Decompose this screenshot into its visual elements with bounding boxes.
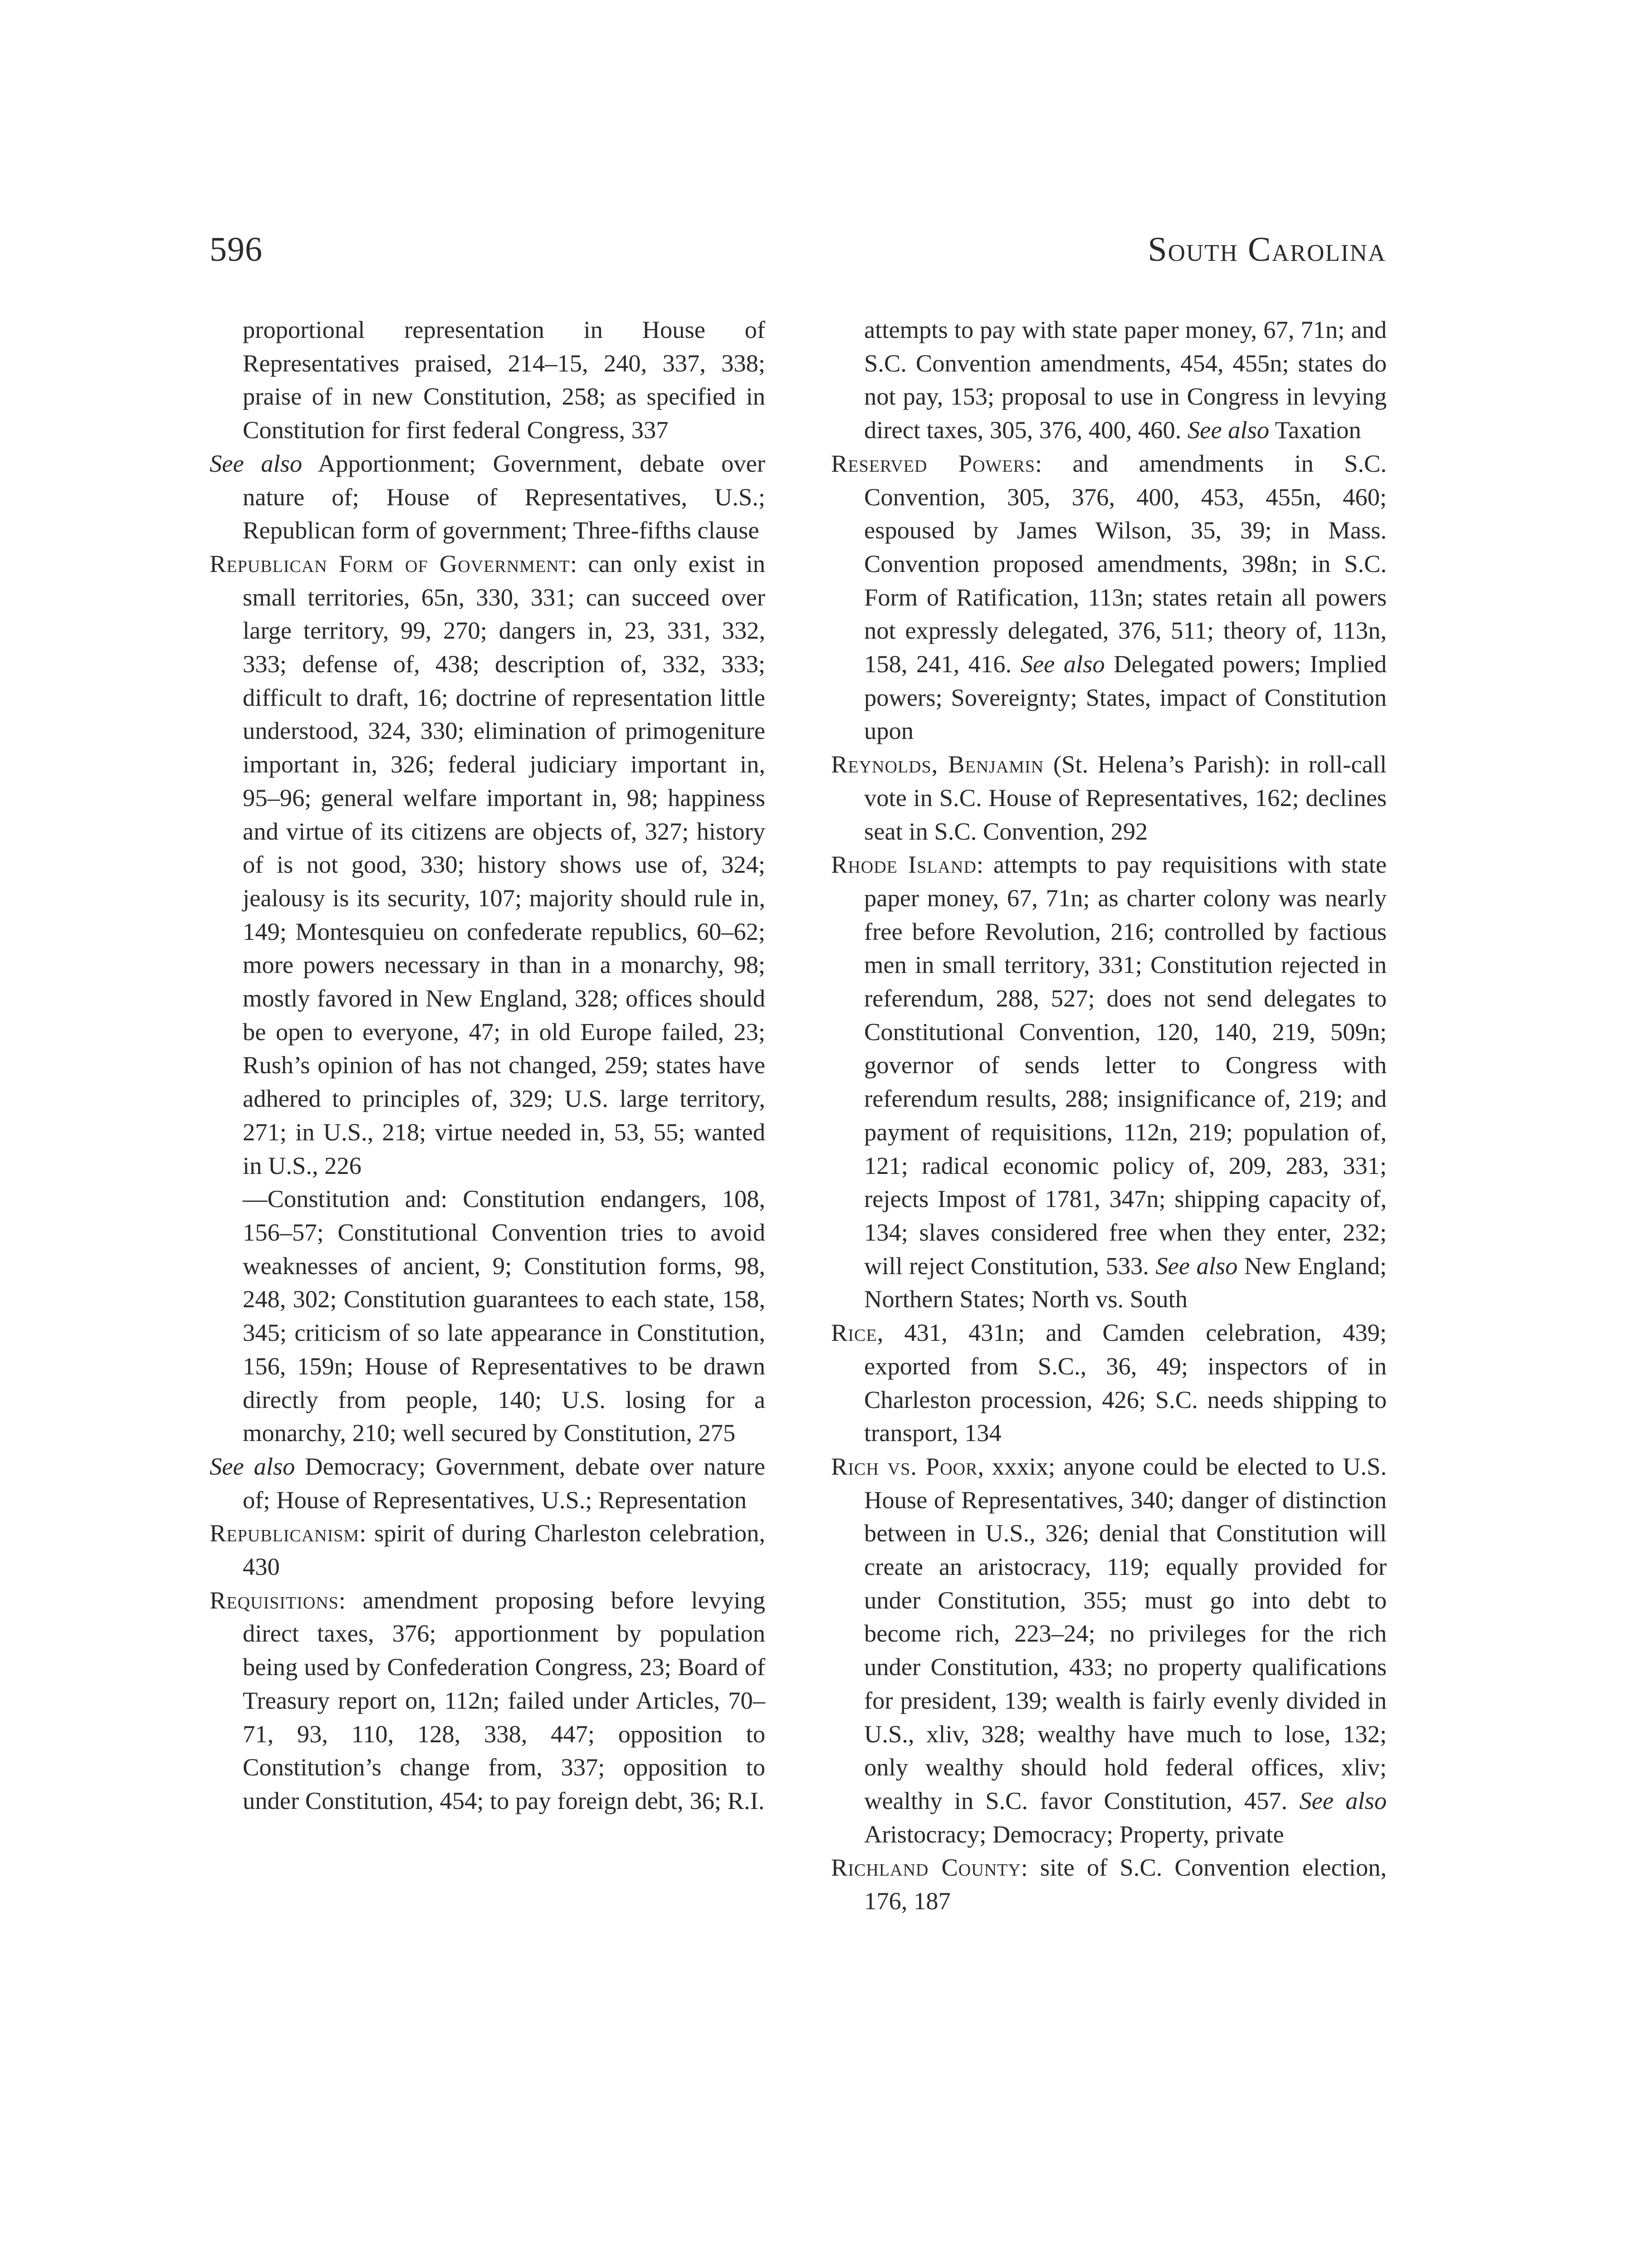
entry-heading: Republican Form of Government: [210, 549, 570, 577]
see-also-entry: [210, 447, 765, 547]
entry-text: : can only exist in small territories, 65n, 330, 331; can succeed over large territory, 99, 270; dangers in, 23, 331, 332, 333; defense of, 438; description of, 332, 333; difficult to draft, 16; doctrine of representation little understood, 324, 330; elimination of primogeniture important in, 326; federal judiciary important in, 95–96; general welfare important in, 98; happiness and virtue of its citizens are objects of, 327; history of is not good, 330; history shows use of, 324; jealousy is its security, 107; majority should rule in, 149; Montesquieu on confederate republics, 60–62; more powers necessary in than in a monarchy, 98; mostly favored in New England, 328; offices should be open to everyone, 47; in old Europe failed, 23; Rush’s opinion of has not changed, 259; states have adhered to principles of, 329; U.S. large territory, 271; in U.S., 218; virtue needed in, 53, 55; wanted in U.S., 226: [243, 549, 765, 1179]
index-entry-continuation: [831, 313, 1387, 447]
index-column-left: [210, 313, 765, 1818]
index-column-right: [831, 313, 1387, 1918]
entry-text: —Constitution and: Constitution endangers, 108, 156–57; Constitutional Convention tries to avoid weaknesses of ancient, 9; Constitution forms, 98, 248, 302; Constitution guarantees to each state, 158, 345; criticism of so late appearance in Constitution, 156, 159n; House of Representatives to be drawn directly from people, 140; U.S. losing for a monarchy, 210; well secured by Constitution, 275: [243, 1185, 765, 1447]
see-also-text: New England; Northern States; North vs. South: [864, 1251, 1387, 1313]
see-also-text: Delegated powers; Implied powers; Sovereignty; States, impact of Constitution upon: [864, 650, 1387, 745]
entry-text: : site of S.C. Convention election, 176, 187: [864, 1853, 1387, 1915]
see-also-label: See also: [1187, 416, 1270, 444]
entry-heading: Reynolds, Benjamin: [831, 750, 1044, 778]
entry-text: , xxxix; anyone could be elected to U.S. House of Representatives, 340; danger of distinction between in U.S., 326; denial that Constitution will create an aristocracy, 119; equally provided for under Constitution, 355; must go into debt to become rich, 223–24; no privileges for the rich under Constitution, 433; no property qualifications for president, 139; wealth is fairly evenly divided in U.S., xliv, 328; wealthy have much to lose, 132; only wealthy should hold federal offices, xliv; wealthy in S.C. favor Constitution, 457.: [864, 1452, 1387, 1814]
see-also-text: Apportionment; Government, debate over nature of; House of Representatives, U.S.; Republican form of government; Three-fifths clause: [243, 449, 765, 544]
entry-text: proportional representation in House of Representatives praised, 214–15, 240, 337, 338; praise of in new Constitution, 258; as specified in Constitution for first federal Congress, 337: [243, 316, 765, 444]
see-also-label: See also: [1299, 1786, 1387, 1814]
entry-heading: Rich vs. Poor: [831, 1452, 978, 1480]
index-entry-reynolds: [831, 748, 1387, 848]
see-also-text: Aristocracy; Democracy; Property, private: [864, 1820, 1284, 1848]
index-entry-rich-vs-poor: [831, 1450, 1387, 1851]
entry-heading: Requisitions: [210, 1586, 339, 1614]
entry-heading: Reserved Powers: [831, 449, 1035, 477]
entry-text: , 431, 431n; and Camden celebration, 439; exported from S.C., 36, 49; inspectors of in Charleston procession, 426; S.C. needs shipping to transport, 134: [864, 1319, 1387, 1447]
see-also-label: See also: [1020, 650, 1105, 678]
see-also-text: Taxation: [1269, 416, 1361, 444]
page-header: [210, 229, 1386, 270]
entry-text: : amendment proposing before levying direct taxes, 376; apportionment by population being used by Confederation Congress, 23; Board of Treasury report on, 112n; failed under Articles, 70–71, 93, 110, 128, 338, 447; opposition to Constitution’s change from, 337; opposition to under Constitution, 454; to pay foreign debt, 36; R.I.: [243, 1586, 765, 1814]
entry-text: (St. Helena’s Parish): in roll-call vote in S.C. House of Representatives, 162; declines seat in S.C. Convention, 292: [864, 750, 1387, 845]
entry-text: : spirit of during Charleston celebration, 430: [243, 1519, 765, 1581]
entry-text: attempts to pay with state paper money, 67, 71n; and S.C. Convention amendments, 454, 455n; states do not pay, 153; proposal to use in Congress in levying direct taxes, 305, 376, 400, 460.: [864, 316, 1387, 444]
entry-heading: Rhode Island: [831, 850, 977, 879]
see-also-label: See also: [1155, 1251, 1238, 1280]
entry-heading: Rice: [831, 1319, 877, 1347]
entry-heading: Richland County: [831, 1853, 1021, 1882]
see-also-label: See also: [210, 449, 303, 477]
index-entry-rhode-island: [831, 848, 1387, 1316]
see-also-text: Democracy; Government, debate over nature of; House of Representatives, U.S.; Representation: [243, 1452, 765, 1514]
index-entry-rice: [831, 1316, 1387, 1450]
entry-heading: Republicanism: [210, 1519, 360, 1547]
entry-text: : and amendments in S.C. Convention, 305, 376, 400, 453, 455n, 460; espoused by James Wilson, 35, 39; in Mass. Convention proposed amendments, 398n; in S.C. Form of Ratification, 113n; states retain all powers not expressly delegated, 376, 511; theory of, 113n, 158, 241, 416.: [864, 449, 1387, 678]
see-also-label: See also: [210, 1452, 295, 1480]
see-also-entry: [210, 1450, 765, 1516]
running-head: South Carolina: [1148, 230, 1386, 269]
index-entry-republicanism: [210, 1516, 765, 1583]
entry-text: : attempts to pay requisitions with state paper money, 67, 71n; as charter colony was nearly free before Revolution, 216; controlled by factious men in small territory, 331; Constitution rejected in referendum, 288, 527; does not send delegates to Constitutional Convention, 120, 140, 219, 509n; governor of sends letter to Congress with referendum results, 288; insignificance of, 219; and payment of requisitions, 112n, 219; population of, 121; radical economic policy of, 209, 283, 331; rejects Impost of 1781, 347n; shipping capacity of, 134; slaves considered free when they enter, 232; will reject Constitution, 533.: [864, 850, 1387, 1280]
index-entry-richland-county: [831, 1851, 1387, 1917]
index-entry-requisitions: [210, 1584, 765, 1818]
index-entry-republican-form: [210, 547, 765, 1182]
page-number: 596: [210, 230, 263, 269]
index-entry-continuation: [210, 313, 765, 447]
index-entry-reserved-powers: [831, 447, 1387, 748]
index-subentry-constitution-and: [210, 1182, 765, 1450]
